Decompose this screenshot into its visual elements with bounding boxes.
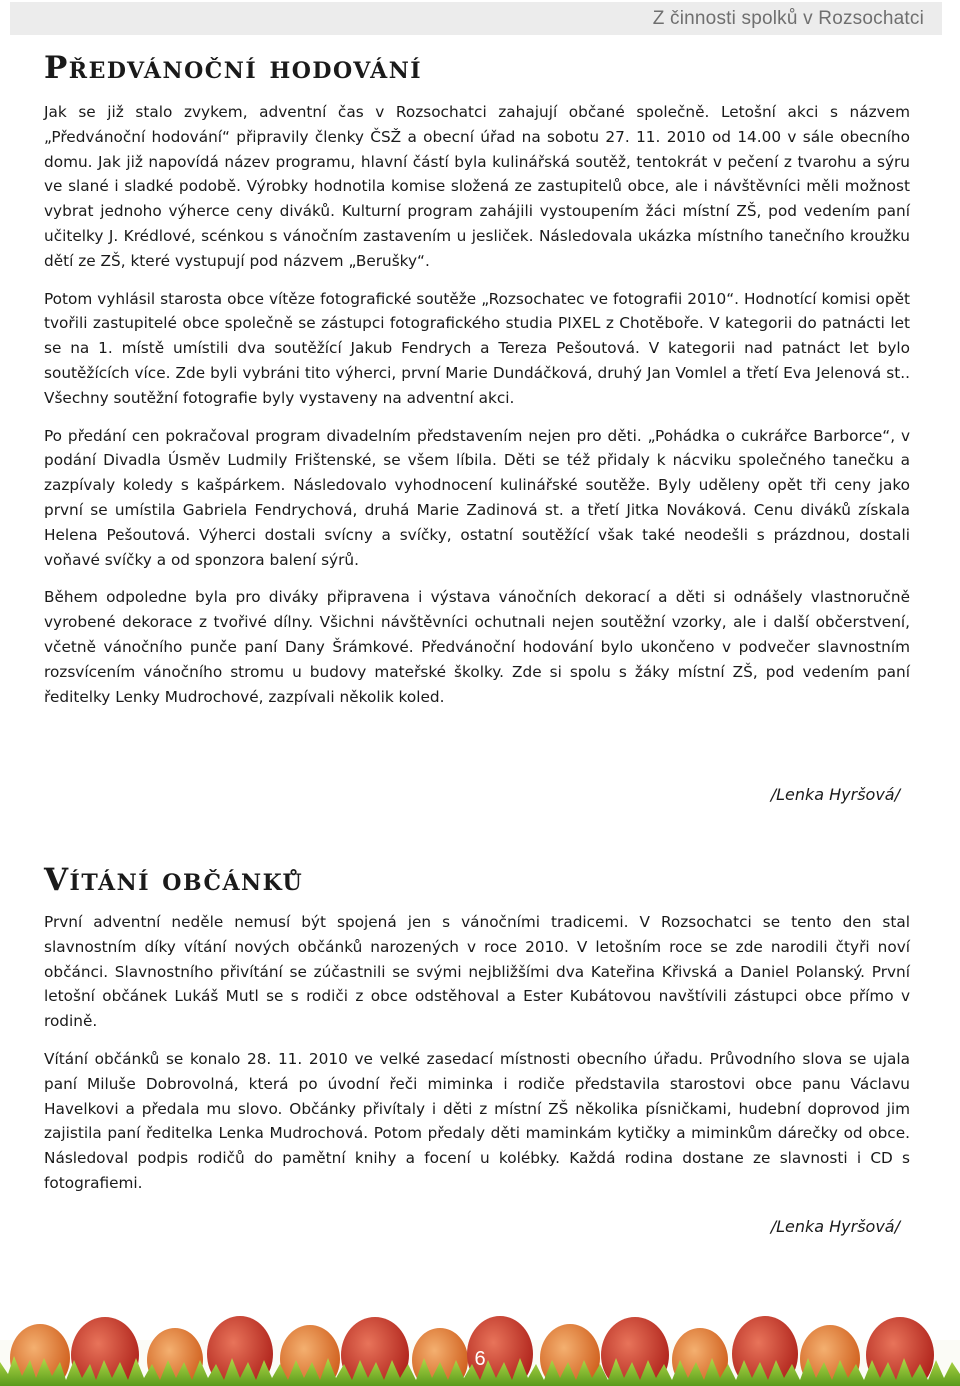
article-paragraph: Vítání občánků se konalo 28. 11. 2010 ve velké zasedací místnosti obecního úřadu. Průvodního slova se ujala paní Miluše Dobrovolná, která po úvodní řeči miminka i rodiče představila starostovi obce panu Václavu Havelkovi a předala mu slovo. Občánky přivítaly i děti z místní ZŠ několika písničkami, hudební doprovod jim zajistila paní ředitelka Lenka Mudrochová. Potom předaly děti maminkám kytičky a miminkům dárečky od obce. Následoval podpis rodičů do pamětní knihy a focení u kolébky. Každá rodina dostane ze slavnosti i CD s fotografiemi. [44, 1049, 910, 1192]
article-author: /Lenka Hyršová/ [770, 1217, 900, 1236]
section-label: Z činnosti spolků v Rozsochatci [652, 8, 924, 29]
article-title: Předvánoční hodování [44, 50, 423, 86]
article-paragraph: Jak se již stalo zvykem, adventní čas v Rozsochatci zahajují občané společně. Letošní akci s názvem „Předvánoční hodování“ připravily členky ČSŽ a obecní úřad na sobotu 27. 11. 2010 od 14.00 v sále obecního domu. Jak již napovídá název programu, hlavní částí byla kulinářská soutěž, tentokrát v pečení z tvarohu a sýru ve slané i sladké podobě. Výrobky hodnotila komise složená ze zastupitelů obce, ale i návštěvníci měli možnost vybrat jednoho výherce ceny diváků. Kulturní program zahájili vystoupením žáci místní ZŠ, pod vedením paní učitelky J. Krédlové, scénkou s vánočním zastavením u jesliček. Následovala ukázka místního tanečního kroužku dětí ze ZŠ, které vystupují pod názvem „Berušky“. [44, 103, 910, 270]
article-paragraph: Potom vyhlásil starosta obce vítěze fotografické soutěže „Rozsochatec ve fotografii 2010“. Hodnotící komisi opět tvořili zastupitelé obce společně se zástupci fotografického studia PIXEL z Chotěboře. V kategorii do patnácti let se na 1. místě umístili dva soutěžící Jakub Fendrych a Tereza Pešoutová. V kategorii nad patnáct let bylo soutěžících více. Zde byli vybráni tito výherci, první Marie Dundáčková, druhý Jan Vomlel a třetí Eva Jelenová st.. Všechny soutěžní fotografie byly vystaveny na adventní akci. [44, 289, 910, 407]
article-paragraph: Po předání cen pokračoval program divadelním představením nejen pro děti. „Pohádka o cukrářce Barborce“, v podání Divadla Úsměv Ludmily Frištenské, se všem líbila. Děti se též přidaly k nácviku společného tanečku a zazpívaly koledy s kašpárkem. Následovalo vyhodnocení kulinářské soutěže. Byly uděleny opět tři ceny jako první se umístila Gabriela Fendrychová, druhá Marie Zadinová st. a třetí Jitka Nováková. Cenu diváků získala Helena Pešoutová. Výherci dostali svícny a svíčky, ostatní soutěžící však také neodešli s prázdnou, dostali voňavé svíčky a od sponzora balení sýrů. [44, 426, 910, 569]
article-paragraph: První adventní neděle nemusí být spojená jen s vánočními tradicemi. V Rozsochatci se tento den stal slavnostním díky vítání nových občánků narozených v roce 2010. V letošním roce se zde narodili čtyři noví občánci. Slavnostního přivítání se zúčastnili se svými nejbližšími dva Kateřina Křivská a Daniel Polanský. První letošní občánek Lukáš Mutl se s rodiči z obce odstěhoval a Ester Kubátovou navštívili zástupci obce přímo v rodině. [44, 913, 910, 1031]
article-author: /Lenka Hyršová/ [770, 785, 900, 804]
page-number: 6 [474, 1348, 486, 1370]
article-body [44, 910, 910, 1209]
article-title: Vítání občánků [44, 862, 304, 898]
easter-eggs-decoration [0, 1300, 960, 1386]
article-paragraph: Během odpoledne byla pro diváky připravena i výstava vánočních dekorací a děti si odnášely vlastnoručně vyrobené dekorace z tvořivé dílny. Všichni návštěvníci ochutnali nejen soutěžní vzorky, ale i další občerstvení, včetně vánočního punče paní Dany Šrámkové. Předvánoční hodování bylo ukončeno v podvečer slavnostním rozsvícením vánočního stromu u budovy mateřské školky. Zde si spolu s žáky místní ZŠ, pod vedením paní ředitelky Lenky Mudrochové, zazpívali několik koled. [44, 588, 910, 706]
article-body [44, 100, 910, 722]
header-bar [10, 2, 942, 35]
